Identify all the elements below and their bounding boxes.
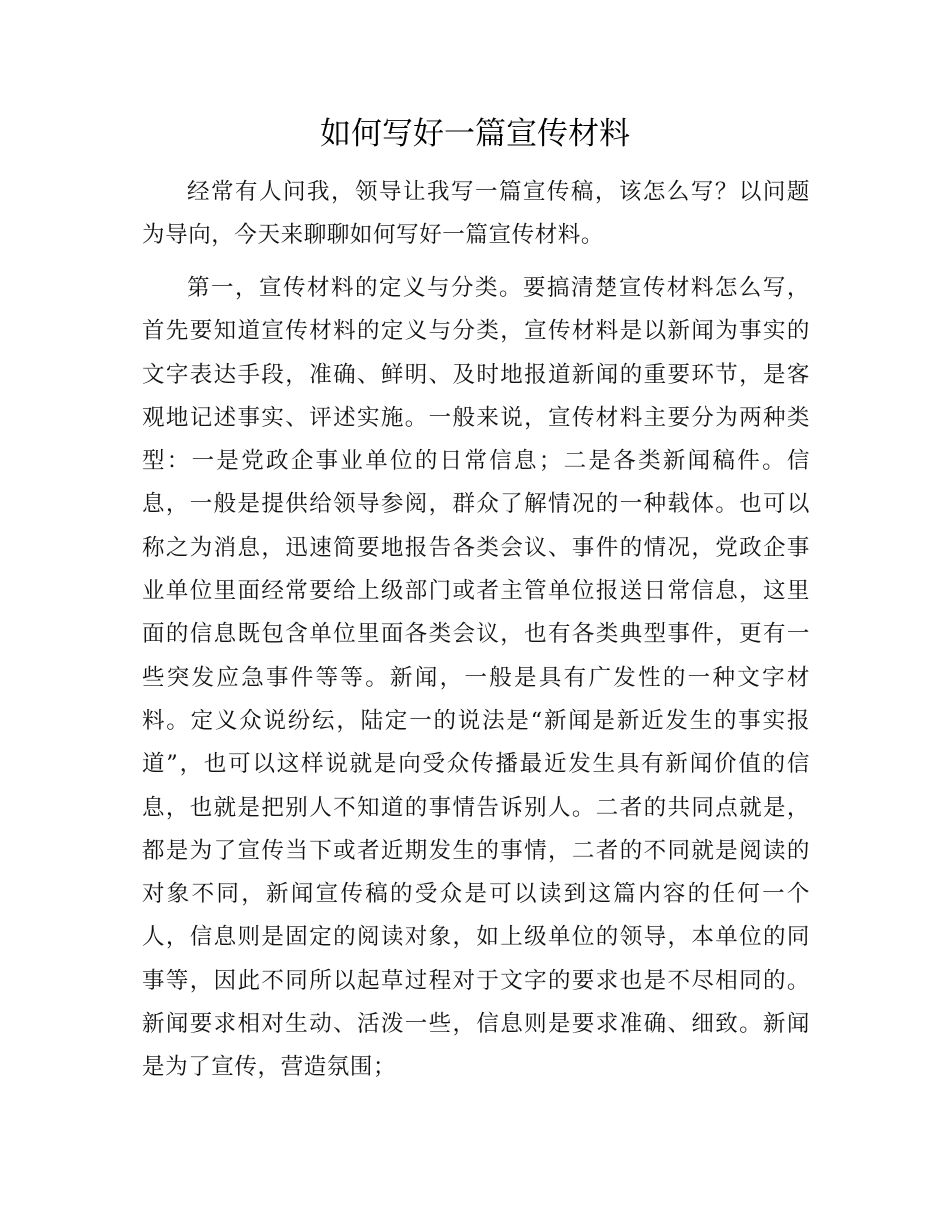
paragraph-definition: 第一，宣传材料的定义与分类。要搞清楚宣传材料怎么写，首先要知道宣传材料的定义与分类，宣传材料是以新闻为事实的文字表达手段，准确、鲜明、及时地报道新闻的重要环节，是客观地记述事实、评述实施。一般来说，宣传材料主要分为两种类型：一是党政企事业单位的日常信息；二是各类新闻稿件。信息，一般是提供给领导参阅，群众了解情况的一种载体。也可以称之为消息，迅速简要地报告各类会议、事件的情况，党政企事业单位里面经常要给上级部门或者主管单位报送日常信息，这里面的信息既包含单位里面各类会议，也有各类典型事件，更有一些突发应急事件等等。新闻，一般是具有广发性的一种文字材料。定义众说纷纭，陆定一的说法是“新闻是新近发生的事实报道”，也可以这样说就是向受众传播最近发生具有新闻价值的信息，也就是把别人不知道的事情告诉别人。二者的共同点就是，都是为了宣传当下或者近期发生的事情，二者的不同就是阅读的对象不同，新闻宣传稿的受众是可以读到这篇内容的任何一个人，信息则是固定的阅读对象，如上级单位的领导，本单位的同事等，因此不同所以起草过程对于文字的要求也是不尽相同的。新闻要求相对生动、活泼一些，信息则是要求准确、细致。新闻是为了宣传，营造氛围； [142,275,810,1081]
document-title: 如何写好一篇宣传材料 [320,116,630,152]
paragraph-intro: 经常有人问我，领导让我写一篇宣传稿，该怎么写？以问题为导向，今天来聊聊如何写好一篇宣传材料。 [142,179,810,249]
